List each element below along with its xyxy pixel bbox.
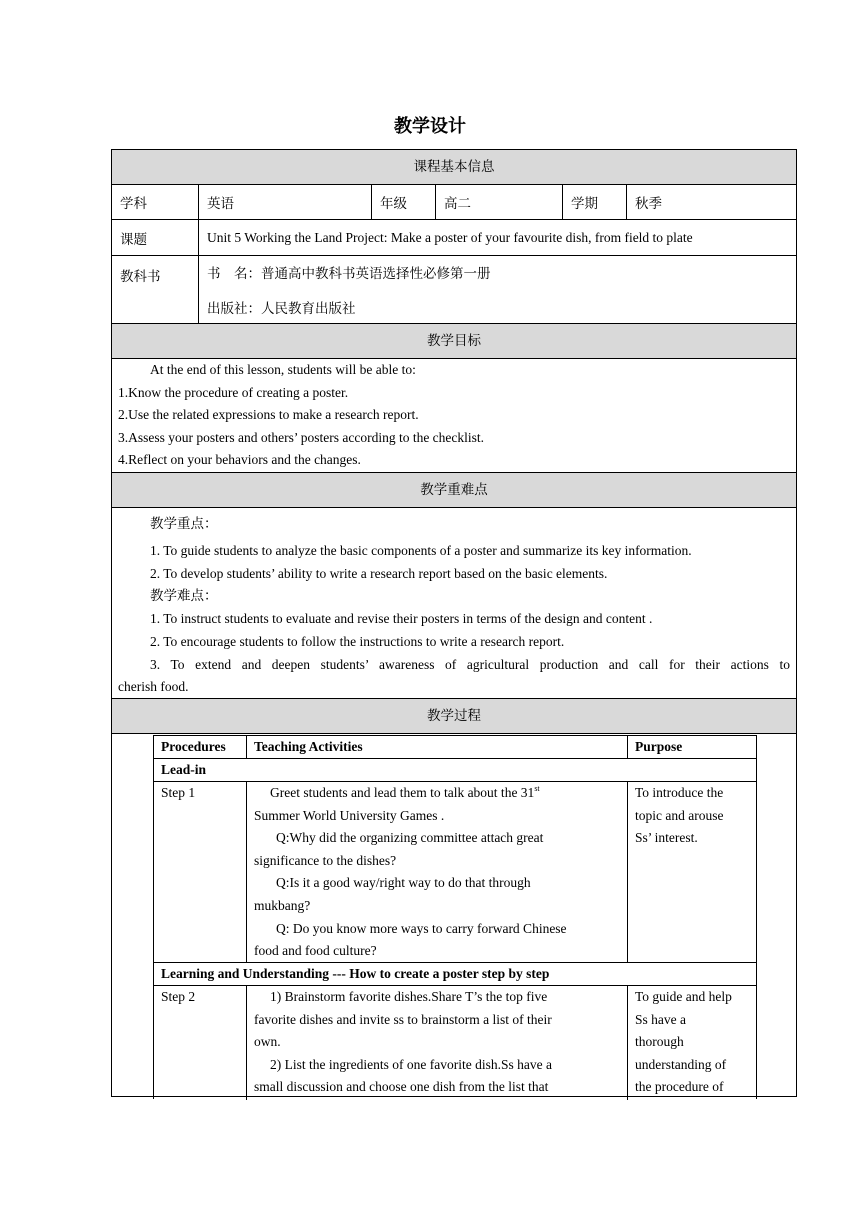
- objective-item: 3.Assess your posters and others’ posters according to the checklist.: [118, 429, 485, 445]
- difficulty-heading: 教学难点：: [150, 588, 218, 604]
- process-header-row: [154, 736, 756, 759]
- document-title: 教学设计: [394, 116, 466, 137]
- step-1-activities: Greet students and lead them to talk about the 31st Summer World University Games . Q:Why did the organizing committee attach great significance to the dishes? Q:Is it a good way/right way to do that through mukbang? Q: Do you know more ways to carry forward Chinese food and food culture?: [247, 782, 628, 962]
- topic-row: [112, 220, 796, 256]
- textbook-row: [112, 256, 796, 324]
- term-value: 秋季: [635, 196, 662, 212]
- textbook-value: [199, 256, 796, 323]
- publisher: 出版社：人民教育出版社: [207, 301, 356, 317]
- process-table: [153, 735, 757, 1099]
- objectives-cell: [112, 359, 796, 473]
- header-activities: Teaching Activities: [247, 736, 628, 758]
- grade-label: 年级: [372, 185, 436, 219]
- subject-value: 英语: [199, 185, 372, 219]
- difficulty-item: 2. To encourage students to follow the instructions to write a research report.: [150, 634, 565, 649]
- grade-value: 高二: [436, 185, 563, 219]
- book-name: 书 名：普通高中教科书英语选择性必修第一册: [207, 266, 491, 282]
- phase-lead-in-row: [154, 759, 756, 782]
- difficulty-item: 1. To instruct students to evaluate and revise their posters in terms of the design and content .: [150, 611, 653, 626]
- difficulty-item: 3. To extend and deepen students’ awareness of agricultural production and call for their actions to: [150, 657, 790, 672]
- section-header-objectives: 教学目标: [112, 324, 796, 359]
- step-1-purpose: To introduce the topic and arouse Ss’ interest.: [635, 785, 724, 846]
- phase-learning-understanding: Learning and Understanding --- How to create a poster step by step: [161, 966, 550, 981]
- difficulty-item-continued: cherish food.: [118, 679, 189, 694]
- topic-label: 课题: [112, 220, 199, 255]
- info-row: [112, 185, 796, 220]
- objective-item: 2.Use the related expressions to make a research report.: [118, 407, 419, 422]
- step-2-label: Step 2: [154, 986, 247, 1100]
- lesson-design-table: [111, 149, 797, 1097]
- focus-item: 1. To guide students to analyze the basic components of a poster and summarize its key information.: [150, 543, 692, 558]
- objective-item: 4.Reflect on your behaviors and the changes.: [118, 452, 361, 467]
- header-purpose: Purpose: [635, 739, 683, 754]
- subject-label: 学科: [112, 185, 199, 219]
- objective-intro: At the end of this lesson, students will be able to:: [150, 362, 416, 377]
- phase-learning-row: [154, 963, 756, 986]
- step-2-row: [154, 986, 756, 1100]
- step-1-label: Step 1: [154, 782, 247, 962]
- section-header-key-points: 教学重难点: [112, 473, 796, 508]
- step-1-row: [154, 782, 756, 963]
- objective-item: 1.Know the procedure of creating a poster.: [118, 384, 349, 400]
- key-points-cell: [112, 508, 796, 699]
- textbook-label: 教科书: [112, 256, 199, 323]
- term-label: 学期: [563, 185, 627, 219]
- section-header-process: 教学过程: [112, 699, 796, 734]
- focus-item: 2. To develop students’ ability to write a research report based on the basic elements.: [150, 566, 608, 581]
- focus-heading: 教学重点：: [150, 516, 218, 532]
- section-header-basic-info: 课程基本信息: [112, 150, 796, 185]
- topic-value: Unit 5 Working the Land Project: Make a poster of your favourite dish, from field to plate: [207, 229, 693, 245]
- step-2-purpose: To guide and help Ss have a thorough understanding of the procedure of: [635, 989, 732, 1095]
- step-2-activities: 1) Brainstorm favorite dishes.Share T’s the top five favorite dishes and invite ss to brainstorm a list of their own. 2) List the ingredients of one favorite dish.Ss have a small discussion and choose one dish from the list that: [247, 986, 628, 1100]
- header-procedures: Procedures: [154, 736, 247, 758]
- phase-lead-in: Lead-in: [161, 762, 207, 777]
